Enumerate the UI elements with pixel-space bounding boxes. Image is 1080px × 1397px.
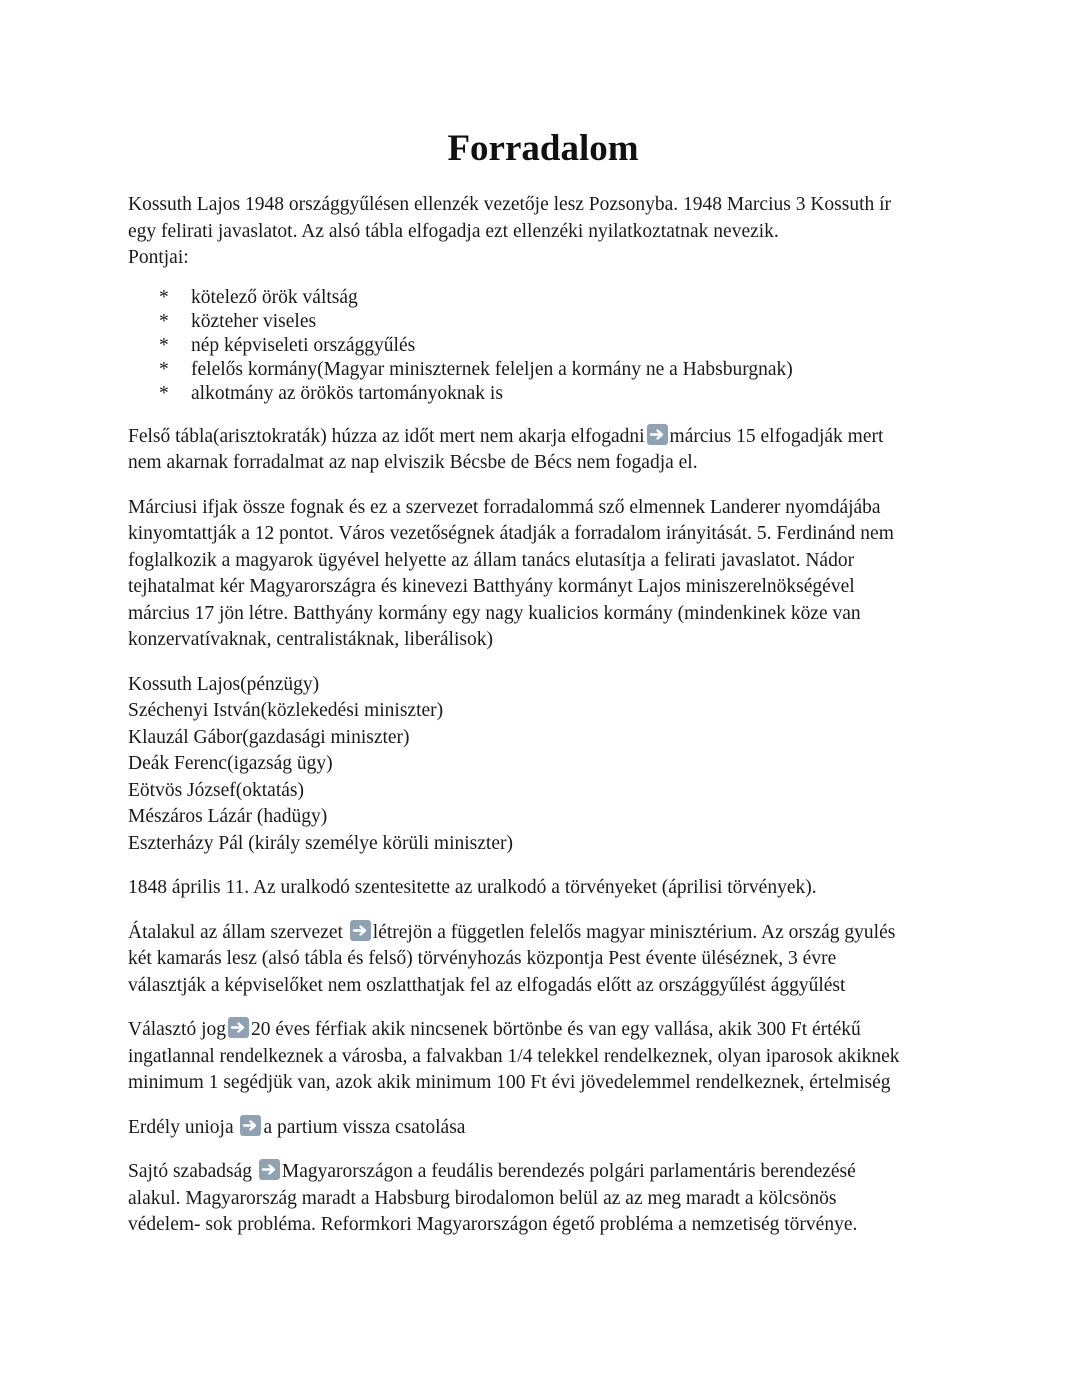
- minister-item: Kossuth Lajos(pénzügy): [128, 673, 320, 695]
- paragraph-text: minimum 1 segédjük van, azok akik minimum 100 Ft évi jövedelemmel rendelkeznek, értelmiség: [128, 1072, 891, 1093]
- paragraph-line: Márciusi ifjak össze fognak és ez a szervezet forradalommá sző elmennek Landerer nyomdájába: [128, 496, 881, 518]
- list-item: [128, 382, 958, 406]
- list-item-text: nép képviseleti országgyűlés: [191, 334, 416, 356]
- paragraph-text: 1848 április 11. Az uralkodó szentesitette az uralkodó a törvényeket (áprilisi törvények).: [128, 877, 817, 898]
- right-arrow-icon: [259, 1159, 280, 1180]
- paragraph-text: Sajtó szabadság: [128, 1161, 253, 1182]
- bullet-star: *: [159, 310, 169, 332]
- list-item-text: felelős kormány(Magyar miniszternek feleljen a kormány ne a Habsburgnak): [191, 358, 793, 380]
- paragraph-text: alakul. Magyarország maradt a Habsburg birodalomon belül az az meg maradt a kölcsönös: [128, 1187, 837, 1209]
- paragraph-felso-tabla: [128, 424, 958, 477]
- paragraph-text: létrejön a független felelős magyar minisztérium. Az ország gyulés: [372, 921, 896, 943]
- list-item: [128, 310, 958, 334]
- minister-item: Klauzál Gábor(gazdasági miniszter): [128, 726, 410, 748]
- paragraph-erdely-unio: [128, 1115, 958, 1142]
- paragraph-text: Átalakul az állam szervezet: [128, 921, 343, 943]
- points-list: [128, 286, 958, 406]
- paragraph-text: a partium vissza csatolása: [263, 1116, 466, 1138]
- bullet-star: *: [159, 358, 169, 380]
- paragraph-line: kinyomtattják a 12 pontot. Város vezetőségnek átadják a forradalom irányitását. 5. Ferdinánd nem: [128, 523, 894, 544]
- right-arrow-icon: [240, 1115, 261, 1136]
- ministers-list: [128, 672, 958, 858]
- bullet-star: *: [159, 286, 169, 308]
- minister-item: Eötvös József(oktatás): [128, 779, 304, 801]
- list-item: [128, 358, 958, 382]
- paragraph-aprilisi-torvenyek: [128, 875, 958, 902]
- minister-item: Deák Ferenc(igazság ügy): [128, 753, 333, 774]
- paragraph-text: Erdély unioja: [128, 1116, 234, 1138]
- page-title: Forradalom: [447, 128, 639, 169]
- paragraph-text: Felső tábla(arisztokraták) húzza az időt mert nem akarja elfogadni: [128, 425, 645, 447]
- paragraph-text: nem akarnak forradalmat az nap elviszik Bécsbe de Bécs nem fogadja el.: [128, 452, 698, 473]
- document-body: [128, 126, 958, 1239]
- list-item-text: kötelező örök váltság: [191, 286, 358, 308]
- intro-line: egy felirati javaslatot. Az alsó tábla elfogadja ezt ellenzéki nyilatkoztatnak nevezik.: [128, 220, 779, 242]
- paragraph-valaszto-jog: [128, 1017, 958, 1097]
- paragraph-text: választják a képviselőket nem oszlatthatjak fel az elfogadás előtt az országgyűlést ággyűlést: [128, 974, 846, 996]
- paragraph-text: Magyarországon a feudális berendezés polgári parlamentáris berendezésé: [281, 1161, 856, 1182]
- paragraph-text: ingatlannal rendelkeznek a városba, a falvakban 1/4 telekkel rendelkeznek, olyan iparosok akiknek: [128, 1045, 900, 1067]
- intro-paragraph: [128, 192, 958, 272]
- list-item: [128, 286, 958, 310]
- paragraph-text: 20 éves férfiak akik nincsenek börtönbe és van egy vallása, akik 300 Ft értékű: [251, 1019, 861, 1040]
- paragraph-text: két kamarás lesz (alsó tábla és felső) törvényhozás központja Pest évente üléséznek, 3 évre: [128, 948, 837, 969]
- list-item-text: alkotmány az örökös tartományoknak is: [191, 382, 503, 404]
- bullet-star: *: [159, 334, 169, 356]
- paragraph-text: védelem- sok probléma. Reformkori Magyarországon égető probléma a nemzetiség törvénye.: [128, 1214, 858, 1235]
- paragraph-line: március 17 jön létre. Batthyány kormány egy nagy kualicios kormány (mindenkinek köze van: [128, 602, 861, 624]
- paragraph-sajto-szabadsag: [128, 1159, 958, 1239]
- paragraph-text: Választó jog: [128, 1019, 227, 1040]
- paragraph-line: konzervatívaknak, centralistáknak, liberálisok): [128, 629, 493, 650]
- list-item: [128, 334, 958, 358]
- right-arrow-icon: [350, 920, 371, 941]
- paragraph-text: március 15 elfogadják mert: [669, 425, 884, 447]
- minister-item: Eszterházy Pál (király személye körüli miniszter): [128, 832, 513, 854]
- right-arrow-icon: [647, 424, 668, 445]
- minister-item: Széchenyi István(közlekedési miniszter): [128, 700, 444, 721]
- paragraph-atalakul: [128, 920, 958, 1000]
- paragraph-line: foglalkozik a magyarok ügyével helyette az állam tanács elutasítja a felirati javaslatot. Nádor: [128, 549, 855, 571]
- intro-line: Kossuth Lajos 1948 országgyűlésen ellenzék vezetője lesz Pozsonyba. 1948 Marcius 3 Kossuth ír: [128, 194, 892, 215]
- bullet-star: *: [159, 382, 169, 404]
- paragraph-line: tejhatalmat kér Magyarországra és kinevezi Batthyány kormányt Lajos miniszerelnökségével: [128, 576, 855, 597]
- intro-line: Pontjai:: [128, 247, 189, 268]
- minister-item: Mészáros Lázár (hadügy): [128, 806, 328, 827]
- right-arrow-icon: [228, 1017, 249, 1038]
- paragraph-marciusi-ifjak: [128, 495, 958, 654]
- list-item-text: közteher viseles: [191, 310, 317, 332]
